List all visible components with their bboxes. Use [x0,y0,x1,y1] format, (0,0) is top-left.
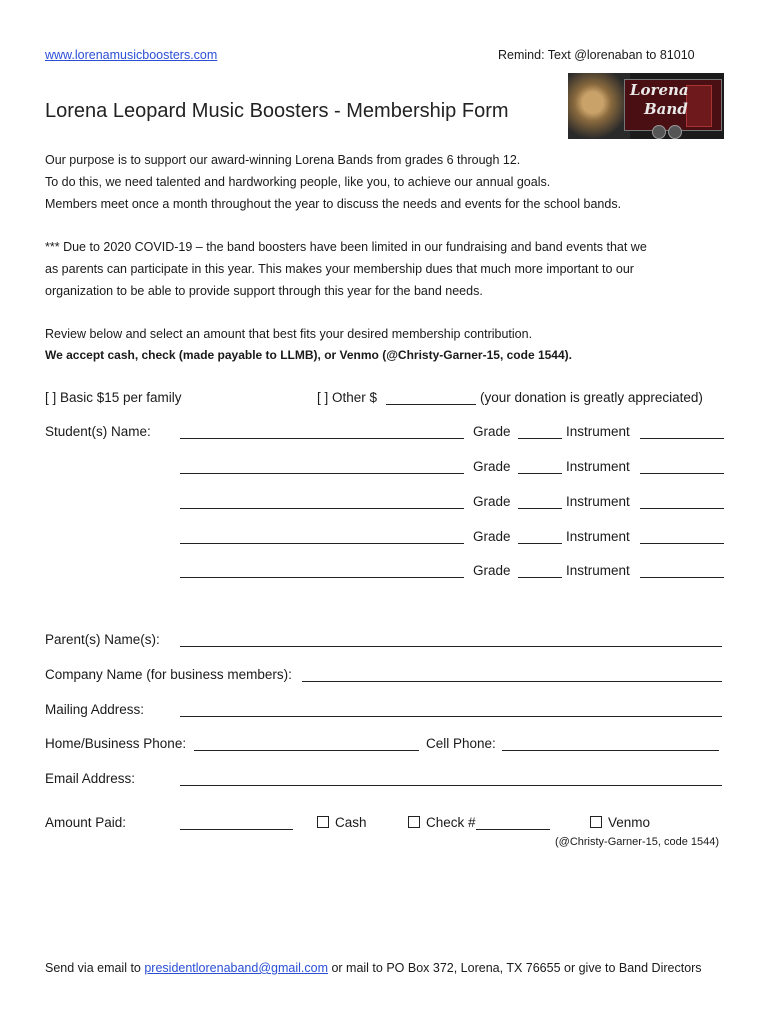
venmo-label: Venmo [608,815,651,830]
email-label: Email Address: [45,771,136,786]
company-label: Company Name (for business members): [45,667,292,682]
instrument-line[interactable] [640,543,724,544]
other-option-note: (your donation is greatly appreciated) [480,390,703,405]
phone-field[interactable] [194,750,419,751]
other-amount-line[interactable] [386,404,476,405]
remind-text: Remind: Text @lorenaban to 81010 [498,48,695,62]
logo-text-line2: Band [644,100,688,118]
venmo-checkbox[interactable] [590,816,602,828]
grade-label: Grade [473,563,511,578]
cash-label: Cash [335,815,367,830]
grade-line[interactable] [518,508,562,509]
amount-label: Amount Paid: [45,815,127,830]
parents-field[interactable] [180,646,722,647]
covid-line: organization to be able to provide support through this year for the band needs. [45,284,483,298]
instrument-line[interactable] [640,473,724,474]
grade-label: Grade [473,424,511,439]
covid-line: as parents can participate in this year. This makes your membership dues that much more important to our [45,262,634,276]
intro-line: Members meet once a month throughout the year to discuss the needs and events for the school bands. [45,197,622,211]
grade-line[interactable] [518,438,562,439]
mailing-label: Mailing Address: [45,702,145,717]
covid-line: *** Due to 2020 COVID-19 – the band boosters have been limited in our fundraising and band events that we [45,240,647,254]
instrument-label: Instrument [566,424,630,439]
student-name-line[interactable] [180,438,464,439]
cell-label: Cell Phone: [426,736,496,751]
instrument-line[interactable] [640,508,724,509]
mailing-field[interactable] [180,716,722,717]
accept-text: We accept cash, check (made payable to LLMB), or Venmo (@Christy-Garner-15, code 1544). [45,348,572,362]
venmo-note: (@Christy-Garner-15, code 1544) [555,836,720,848]
check-checkbox[interactable] [408,816,420,828]
company-field[interactable] [302,681,722,682]
leopard-image [568,73,630,139]
check-number-field[interactable] [476,829,550,830]
instrument-line[interactable] [640,438,724,439]
parents-label: Parent(s) Name(s): [45,632,160,647]
phone-label: Home/Business Phone: [45,736,187,751]
instrument-label: Instrument [566,459,630,474]
students-label: Student(s) Name: [45,424,151,439]
basic-option[interactable]: [ ] Basic $15 per family [45,390,182,405]
student-name-line[interactable] [180,508,464,509]
cash-checkbox[interactable] [317,816,329,828]
wheel-icon [668,125,682,139]
grade-line[interactable] [518,577,562,578]
intro-line: Our purpose is to support our award-winning Lorena Bands from grades 6 through 12. [45,153,521,167]
grade-label: Grade [473,529,511,544]
lorena-band-logo [568,73,724,139]
instrument-label: Instrument [566,529,630,544]
venmo-option[interactable] [590,815,650,830]
grade-line[interactable] [518,543,562,544]
check-option[interactable] [408,815,476,830]
cell-field[interactable] [502,750,719,751]
student-name-line[interactable] [180,473,464,474]
grade-label: Grade [473,459,511,474]
intro-line: To do this, we need talented and hardworking people, like you, to achieve our annual goals. [45,175,551,189]
logo-text-line1: Lorena [630,81,689,99]
review-text: Review below and select an amount that best fits your desired membership contribution. [45,327,533,341]
trailer-door [686,85,712,127]
grade-line[interactable] [518,473,562,474]
website-link[interactable]: www.lorenamusicboosters.com [45,48,218,62]
email-field[interactable] [180,785,722,786]
check-label: Check # [426,815,476,830]
instrument-label: Instrument [566,494,630,509]
footer-email-link[interactable]: presidentlorenaband@gmail.com [144,961,328,975]
student-name-line[interactable] [180,577,464,578]
instrument-label: Instrument [566,563,630,578]
footer-suffix: or mail to PO Box 372, Lorena, TX 76655 or give to Band Directors [327,961,702,975]
footer-text [45,961,702,975]
grade-label: Grade [473,494,511,509]
cash-option[interactable] [317,815,367,830]
other-option[interactable]: [ ] Other $ [317,390,378,405]
page-title: Lorena Leopard Music Boosters - Membership Form [45,100,509,122]
instrument-line[interactable] [640,577,724,578]
amount-field[interactable] [180,829,293,830]
student-name-line[interactable] [180,543,464,544]
footer-prefix: Send via email to [45,961,145,975]
wheel-icon [652,125,666,139]
